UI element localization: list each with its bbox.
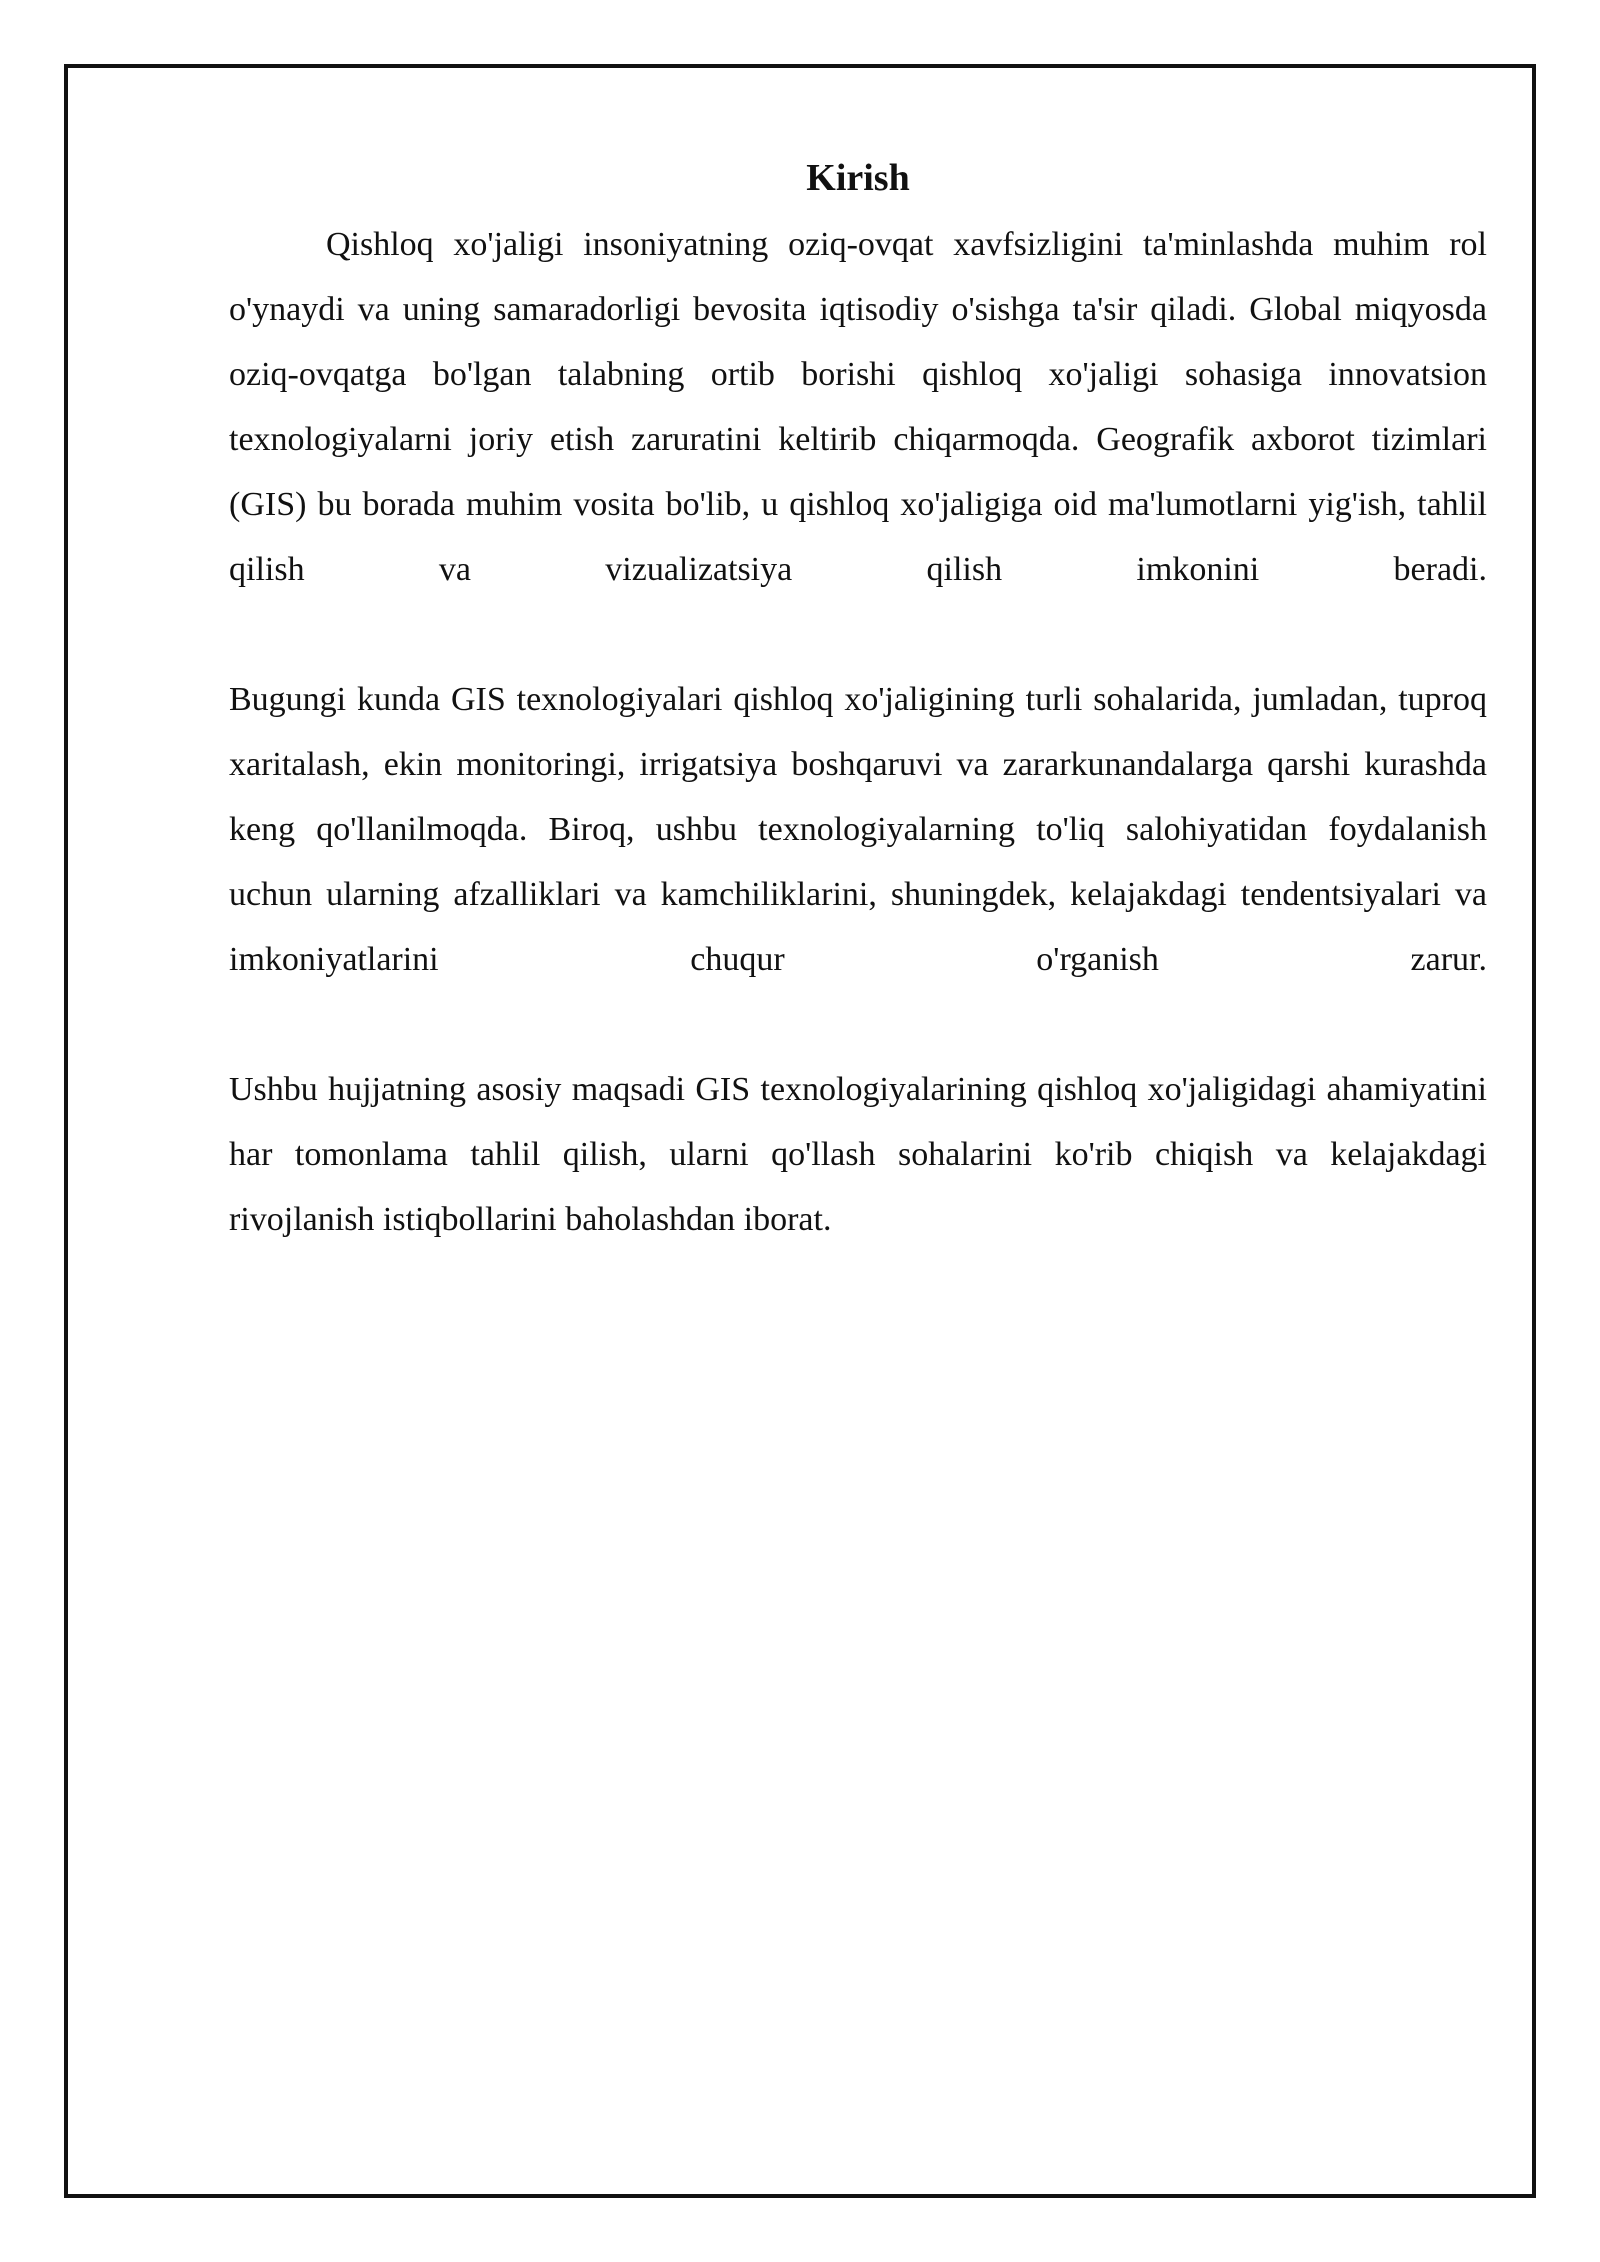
document-body xyxy=(229,148,1487,1252)
document-title: Kirish xyxy=(806,157,910,199)
paragraph-purpose: Ushbu hujjatning asosiy maqsadi GIS texnologiyalarining qishloq xo'jaligidagi ahamiyatini har tomonlama tahlil qilish, ularni qo'llash sohalarini ko'rib chiqish va kelajakdagi rivojlanish istiqbollarini baholashdan iborat. xyxy=(229,1071,1487,1238)
paragraph-spacer xyxy=(229,602,1487,667)
paragraph-spacer xyxy=(229,992,1487,1057)
paragraph-intro: Qishloq xo'jaligi insoniyatning oziq-ovqat xavfsizligini ta'minlashda muhim rol o'ynaydi va uning samaradorligi bevosita iqtisodiy o'sishga ta'sir qiladi. Global miqyosda oziq-ovqatga bo'lgan talabning ortib borishi qishloq xo'jaligi sohasiga innovatsion texnologiyalarni joriy etish zaruratini keltirib chiqarmoqda. Geografik axborot tizimlari (GIS) bu borada muhim vosita bo'lib, u qishloq xo'jaligiga oid ma'lumotlarni yig'ish, tahlil qilish va vizualizatsiya qilish imkonini beradi. xyxy=(229,226,1487,588)
paragraph-applications: Bugungi kunda GIS texnologiyalari qishloq xo'jaligining turli sohalarida, jumladan, tuproq xaritalash, ekin monitoringi, irrigatsiya boshqaruvi va zararkunandalarga qarshi kurashda keng qo'llanilmoqda. Biroq, ushbu texnologiyalarning to'liq salohiyatidan foydalanish uchun ularning afzalliklari va kamchiliklarini, shuningdek, kelajakdagi tendentsiyalari va imkoniyatlarini chuqur o'rganish zarur. xyxy=(229,681,1487,978)
